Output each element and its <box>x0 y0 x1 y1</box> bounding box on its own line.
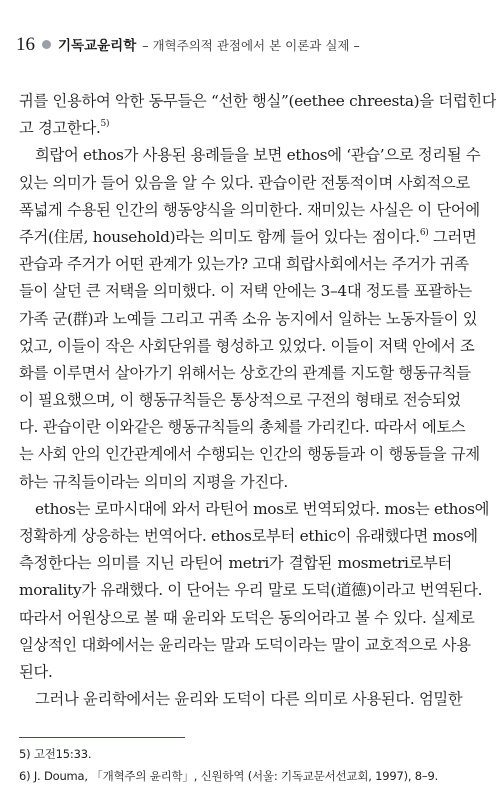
footnote-ref-5: 5) <box>100 119 110 130</box>
footnote-6: 6) J. Douma, 「개혁주의 윤리학」, 신원하역 (서울: 기독교문서선교회, 1997), 8–9. <box>19 769 439 783</box>
text-line: 그러나 윤리학에서는 윤리와 도덕이 다른 의미로 사용된다. 엄밀한 <box>35 690 463 709</box>
text-line: 가족 군(群)과 노예들 그리고 귀족 소유 농지에서 일하는 노동자들이 있 <box>19 309 478 328</box>
text-line: 화를 이루면서 살아가기 위해서는 상호간의 관계를 지도할 행동규칙들 <box>19 363 471 382</box>
text-line: 있는 의미가 들어 있음을 알 수 있다. 관습이란 전통적이며 사회적으로 <box>19 173 470 192</box>
text-line: 일상적인 대화에서는 윤리라는 말과 도덕이라는 말이 교호적으로 사용 <box>19 635 471 654</box>
text-line: 다. 관습이란 이와같은 행동규칙들의 총체를 가리킨다. 따라서 에토스 <box>19 418 466 437</box>
line-text: 고 경고한다. <box>19 119 101 138</box>
text-line: 측정한다는 의미를 지닌 라틴어 metri가 결합된 mosmetri로부터 <box>19 554 452 573</box>
text-line: 된다. <box>19 662 53 681</box>
text-line: 었고, 이들이 작은 사회단위를 형성하고 있었다. 이들이 저택 안에서 조 <box>19 336 475 355</box>
book-title: 기독교윤리학 <box>58 38 137 54</box>
text-line <box>19 224 477 251</box>
footnote-ref-6: 6) <box>419 227 429 238</box>
text-line: 하는 규칙들이라는 의미의 지평을 가진다. <box>19 472 288 491</box>
text-line <box>19 115 452 142</box>
chapter-title: – 개혁주의적 관점에서 본 이론과 실제 – <box>142 38 360 53</box>
text-line: 폭넓게 수용된 인간의 행동양식을 의미한다. 재미있는 사실은 이 단어에 <box>19 200 480 219</box>
text-line: 는 사회 안의 인간관계에서 수행되는 인간의 행동들과 이 행동들을 규제 <box>19 445 480 464</box>
text-line: 정확하게 상응하는 번역어다. ethos로부터 ethic이 유래했다면 mos에 <box>19 527 478 545</box>
text-line: 귀를 인용하여 악한 동무들은 “선한 행실”(eethee chreesta)을 더럽힌다 <box>19 92 496 110</box>
footnote-divider <box>19 737 185 738</box>
text-line: 들이 살던 큰 저택을 의미했다. 이 저택 안에는 3–4대 정도를 포괄하는 <box>19 282 472 301</box>
text-line: 희랍어 ethos가 사용된 용례들을 보면 ethos에 ‘관습’으로 정리될 수 <box>35 146 481 165</box>
text-line: 따라서 어원상으로 볼 때 윤리와 도덕은 동의어라고 볼 수 있다. 실제로 <box>19 608 475 627</box>
bullet-dot-icon <box>42 40 51 49</box>
footnote-5: 5) 고전15:33. <box>19 747 92 761</box>
line-text: 그러면 <box>428 227 477 246</box>
running-header <box>16 34 456 56</box>
line-text: 주거(住居, household)라는 의미도 함께 들어 있다는 점이다. <box>19 227 420 246</box>
page-number: 16 <box>16 34 35 55</box>
text-line: morality가 유래했다. 이 단어는 우리 말로 도덕(道德)이라고 번역된다. <box>19 581 483 600</box>
text-line: ethos는 로마시대에 와서 라틴어 mos로 번역되었다. mos는 ethos에 <box>35 499 490 518</box>
footnotes <box>19 743 459 787</box>
text-line: 이 필요했으며, 이 행동규칙들은 통상적으로 구전의 형태로 전승되었 <box>19 391 461 410</box>
body-text <box>19 88 496 713</box>
text-line: 관습과 주거가 어떤 관계가 있는가? 고대 희랍사회에서는 주거가 귀족 <box>19 255 469 274</box>
